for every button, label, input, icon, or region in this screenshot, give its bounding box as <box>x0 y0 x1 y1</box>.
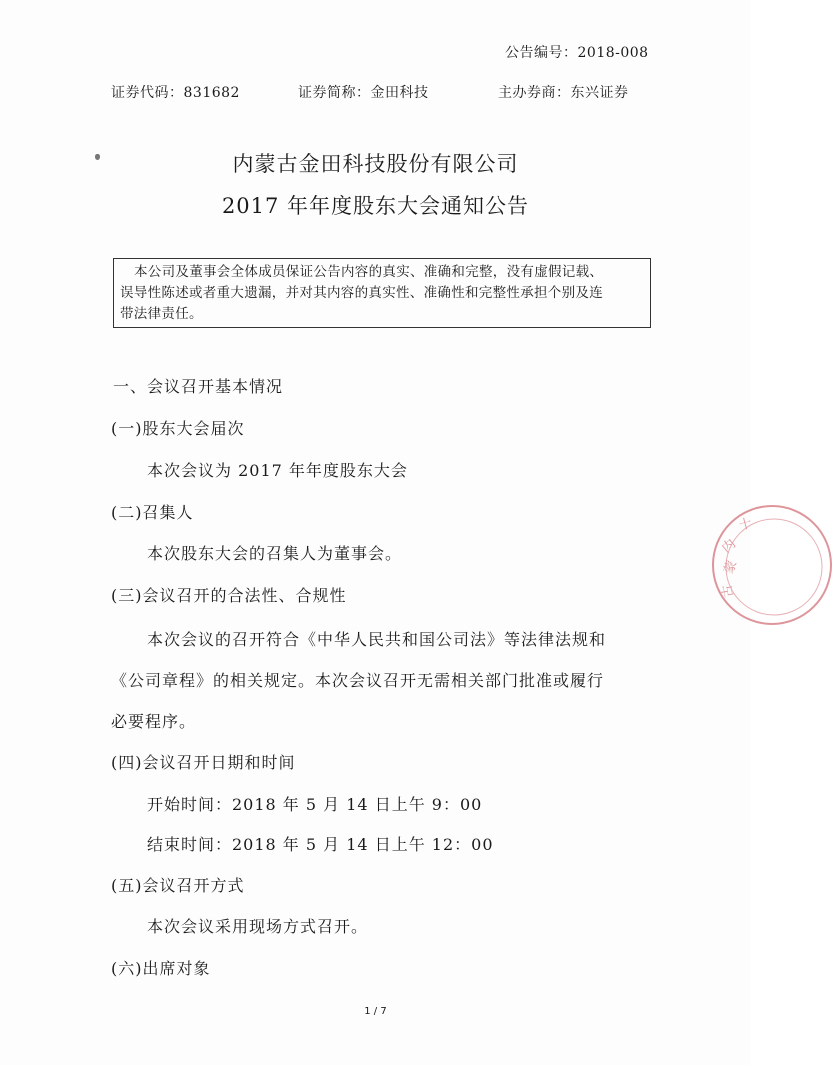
subsection-heading: (一)股东大会届次 <box>111 419 245 438</box>
paragraph: 本次会议采用现场方式召开。 <box>147 917 369 936</box>
page-number: 1 / 7 <box>364 1006 387 1017</box>
svg-text:十: 十 <box>737 516 754 534</box>
subsection-heading: (六)出席对象 <box>111 959 211 978</box>
statement-line: 本公司及董事会全体成员保证公告内容的真实、准确和完整，没有虚假记载、 <box>134 264 604 280</box>
start-time: 开始时间：2018 年 5 月 14 日上午 9：00 <box>147 795 483 814</box>
paragraph: 《公司章程》的相关规定。本次会议召开无需相关部门批准或履行 <box>111 671 605 690</box>
statement-line: 带法律责任。 <box>120 306 203 322</box>
notice-number: 公告编号：2018-008 <box>505 45 649 61</box>
svg-text:蒙: 蒙 <box>721 558 741 577</box>
notice-title: 2017 年年度股东大会通知公告 <box>221 194 530 218</box>
paragraph: 必要程序。 <box>111 712 197 731</box>
subsection-heading: (四)会议召开日期和时间 <box>111 753 296 772</box>
responsibility-statement-box <box>113 258 651 328</box>
svg-text:古: 古 <box>719 583 737 599</box>
security-abbreviation: 证券简称：金田科技 <box>298 85 429 101</box>
seal-graphic <box>714 507 834 627</box>
statement-line: 误导性陈述或者重大遗漏，并对其内容的真实性、准确性和完整性承担个别及连 <box>120 285 603 301</box>
paragraph: 本次会议的召开符合《中华人民共和国公司法》等法律法规和 <box>147 630 607 649</box>
subsection-heading: (五)会议召开方式 <box>111 876 245 895</box>
subsection-heading: (二)召集人 <box>111 503 194 522</box>
company-title: 内蒙古金田科技股份有限公司 <box>232 152 519 176</box>
end-time: 结束时间：2018 年 5 月 14 日上午 12：00 <box>147 835 494 854</box>
paragraph: 本次股东大会的召集人为董事会。 <box>147 544 403 563</box>
subsection-heading: (三)会议召开的合法性、合规性 <box>111 586 347 605</box>
section-heading: 一、会议召开基本情况 <box>113 377 284 396</box>
svg-text:内: 内 <box>719 536 739 557</box>
company-seal <box>712 505 832 625</box>
security-code: 证券代码：831682 <box>111 85 240 101</box>
paragraph: 本次会议为 2017 年年度股东大会 <box>147 461 408 480</box>
sponsor-broker: 主办券商：东兴证券 <box>498 85 629 101</box>
